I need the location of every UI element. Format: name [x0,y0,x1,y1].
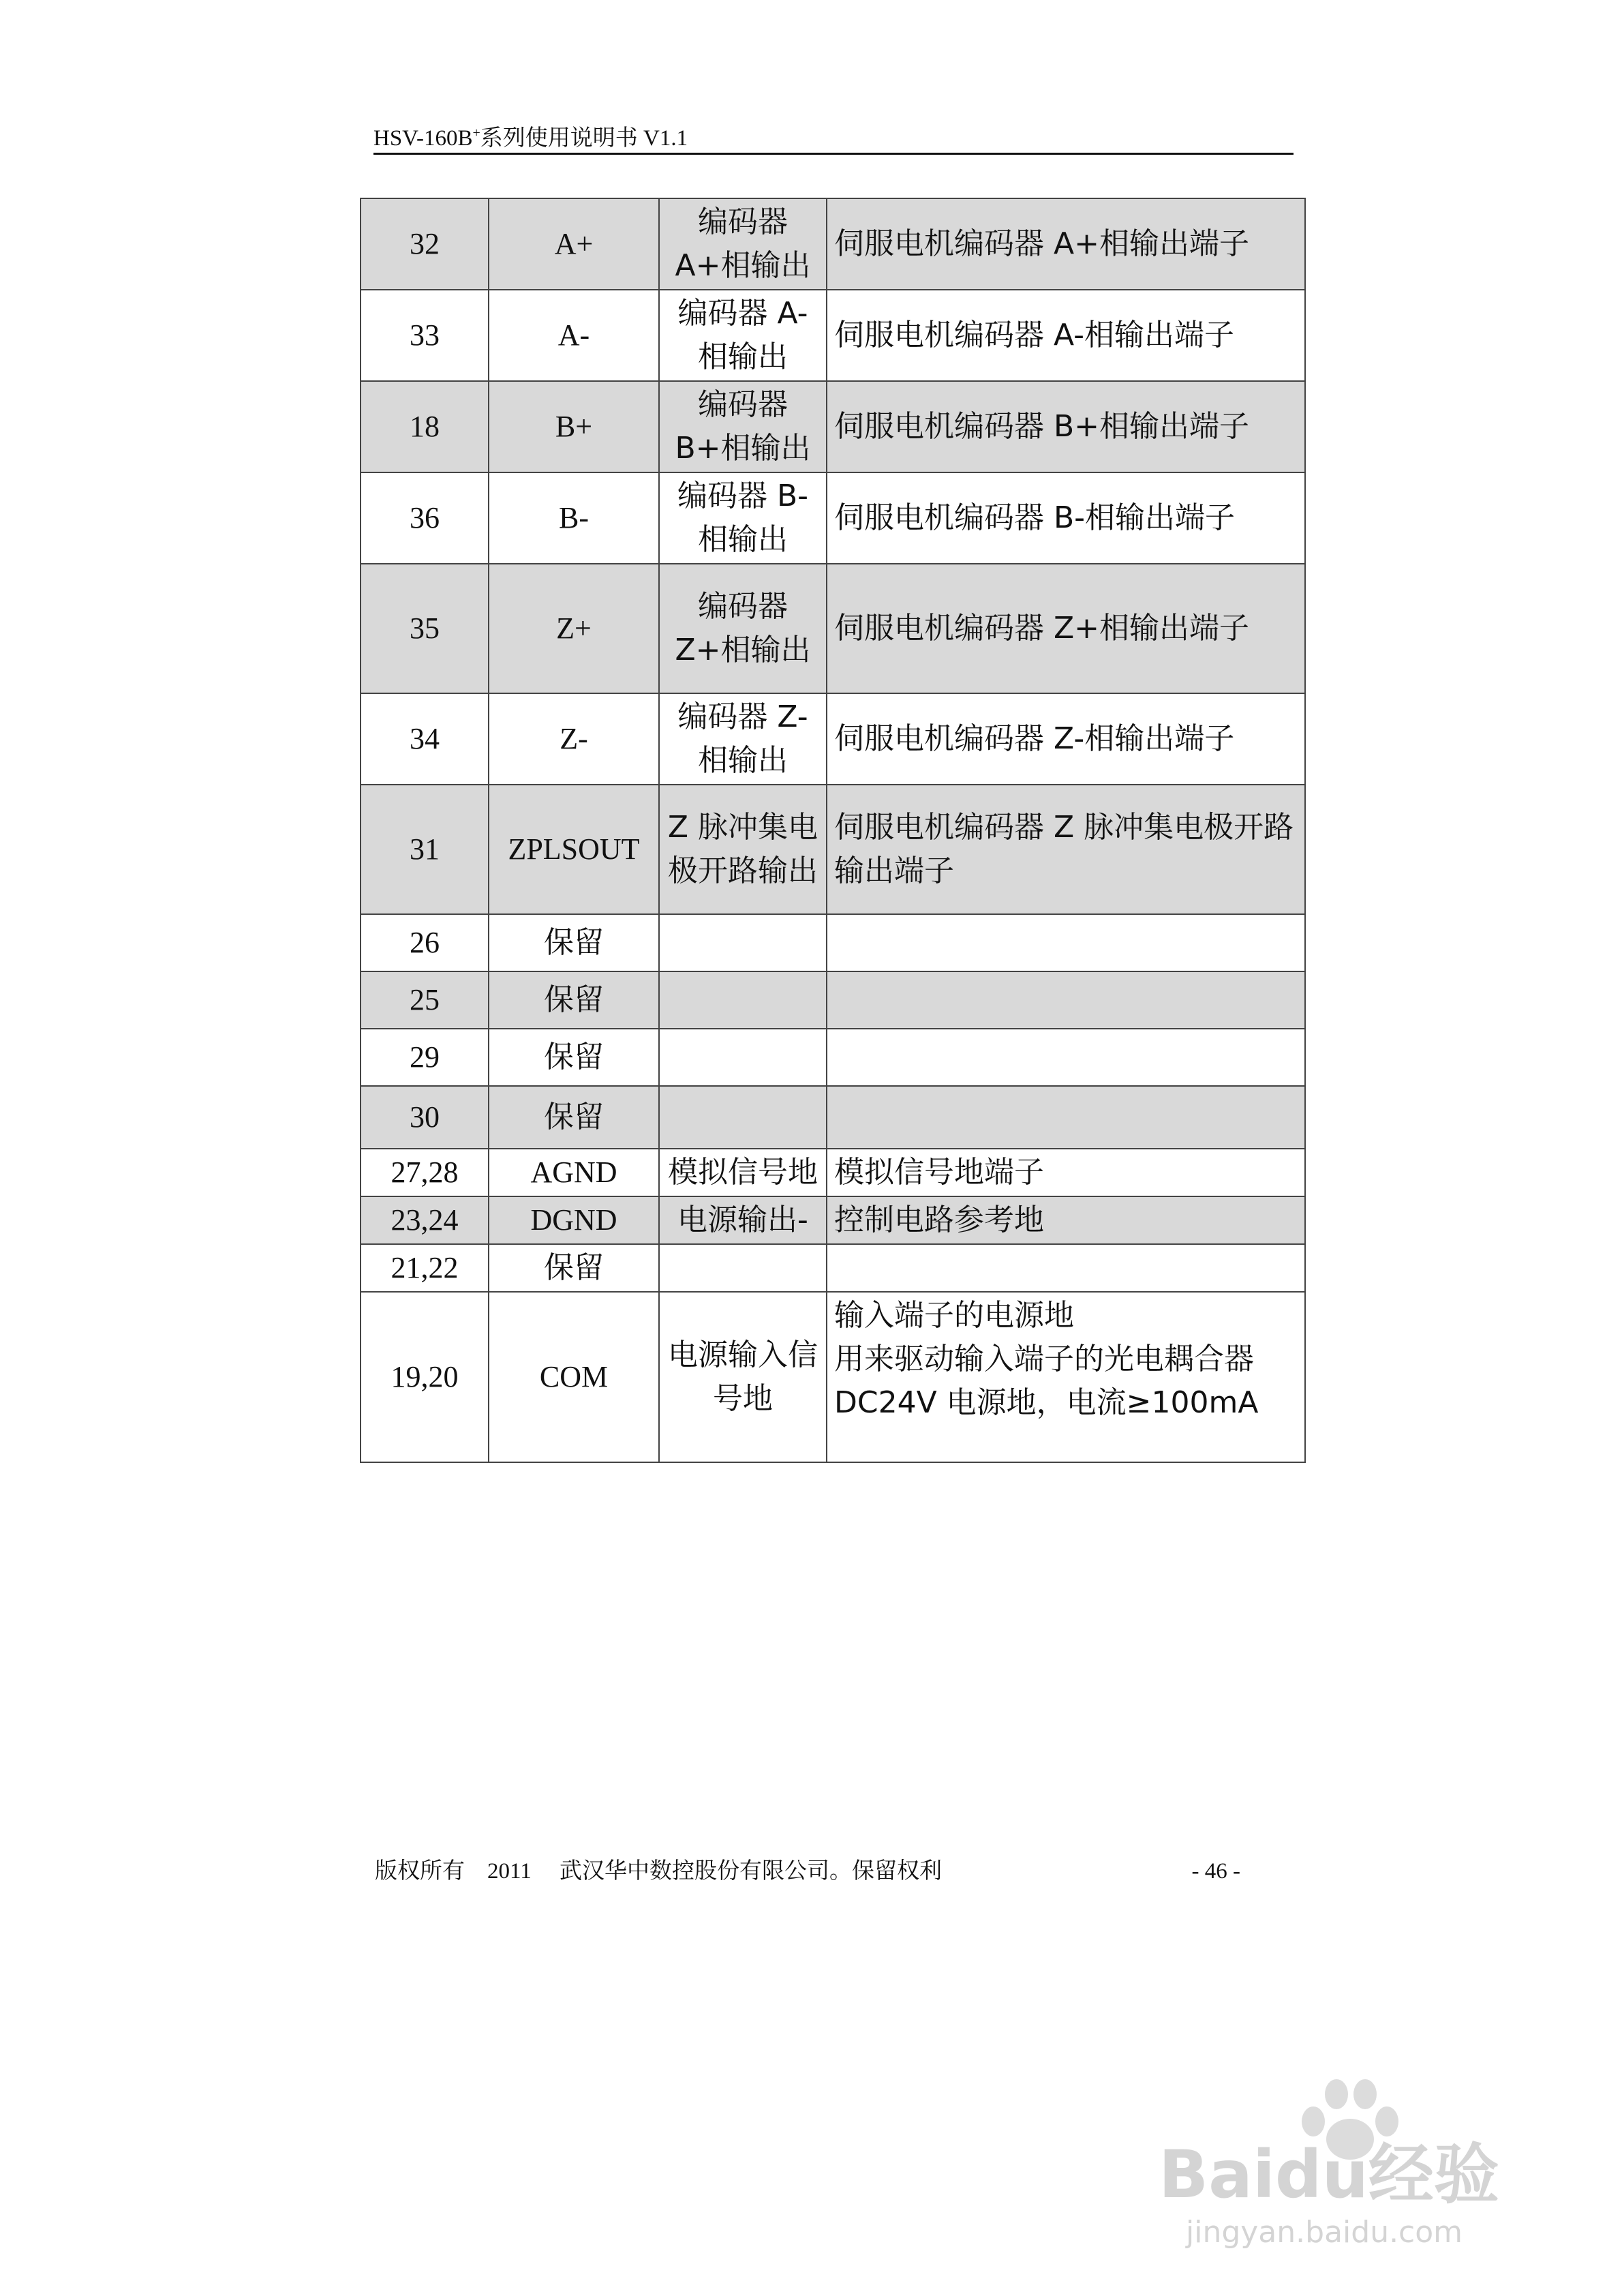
table-row [361,1244,1305,1292]
table-row [361,1086,1305,1149]
pin-table [360,198,1306,1463]
signal-name: DGND [489,1196,659,1244]
signal-description [827,971,1305,1029]
pin-number: 23,24 [361,1196,489,1244]
footer-copyright: 版权所有 2011 武汉华中数控股份有限公司。保留权利 [375,1859,943,1884]
description-line: 控制电路参考地 [834,1203,1044,1237]
signal-function: 电源输出- [659,1196,827,1244]
table-row [361,971,1305,1029]
description-line: 伺服电机编码器 B-相输出端子 [834,500,1236,535]
signal-description [827,1244,1305,1292]
pin-number: 31 [361,785,489,914]
watermark-brand: Baidu经验 [1159,2136,1499,2213]
signal-name: ZPLSOUT [489,785,659,914]
table-row [361,1196,1305,1244]
signal-name: 保留 [489,971,659,1029]
description-line: 伺服电机编码器 Z 脉冲集电极开路输出端子 [834,810,1294,888]
signal-name: 保留 [489,1244,659,1292]
table-row [361,198,1305,290]
signal-name: AGND [489,1149,659,1196]
description-line: 伺服电机编码器 A-相输出端子 [834,318,1234,352]
description-line: 输入端子的电源地 [834,1298,1074,1333]
signal-function: 电源输入信号地 [659,1292,827,1462]
signal-function [659,914,827,971]
table-row [361,381,1305,472]
description-line: 伺服电机编码器 Z-相输出端子 [834,721,1235,756]
signal-name: COM [489,1292,659,1462]
signal-function [659,971,827,1029]
signal-description [827,1029,1305,1086]
signal-description [827,693,1305,785]
signal-description [827,914,1305,971]
signal-name: B- [489,472,659,564]
signal-name: 保留 [489,914,659,971]
signal-description [827,564,1305,693]
signal-function: 模拟信号地 [659,1149,827,1196]
signal-description [827,1292,1305,1462]
page-number: - 46 - [1191,1859,1240,1884]
signal-function: 编码器 A-相输出 [659,290,827,381]
pin-number: 27,28 [361,1149,489,1196]
signal-name: Z+ [489,564,659,693]
table-row [361,472,1305,564]
description-line: 伺服电机编码器 B+相输出端子 [834,409,1250,444]
description-line: 用来驱动输入端子的光电耦合器 [834,1342,1254,1376]
pin-number: 30 [361,1086,489,1149]
signal-function: 编码器 Z-相输出 [659,693,827,785]
signal-function: 编码器 B+相输出 [659,381,827,472]
table-row [361,693,1305,785]
signal-description [827,381,1305,472]
table-row [361,290,1305,381]
pin-number: 25 [361,971,489,1029]
pin-number: 19,20 [361,1292,489,1462]
watermark-url: jingyan.baidu.com [1186,2215,1463,2250]
pin-number: 26 [361,914,489,971]
signal-description [827,1149,1305,1196]
description-line: 伺服电机编码器 Z+相输出端子 [834,611,1249,646]
signal-description [827,472,1305,564]
pin-number: 33 [361,290,489,381]
signal-description [827,785,1305,914]
signal-name: Z- [489,693,659,785]
pin-number: 36 [361,472,489,564]
pin-number: 34 [361,693,489,785]
signal-name: B+ [489,381,659,472]
pin-number: 21,22 [361,1244,489,1292]
header-title-prefix: HSV-160B [373,126,473,151]
header-title-suffix: 系列使用说明书 V1.1 [480,126,688,151]
signal-function [659,1244,827,1292]
signal-description [827,290,1305,381]
signal-description [827,1196,1305,1244]
pin-number: 35 [361,564,489,693]
header-title-sup: + [472,125,480,140]
description-line: 模拟信号地端子 [834,1155,1044,1190]
signal-description [827,198,1305,290]
page-footer [375,1854,1240,1888]
page-header [373,113,1294,155]
pin-number: 32 [361,198,489,290]
table-row [361,564,1305,693]
signal-function: 编码器 B-相输出 [659,472,827,564]
signal-name: 保留 [489,1029,659,1086]
table-row [361,1292,1305,1462]
table-row [361,785,1305,914]
signal-function [659,1029,827,1086]
pin-number: 29 [361,1029,489,1086]
signal-description [827,1086,1305,1149]
pin-table-body [361,198,1305,1462]
signal-function: 编码器 Z+相输出 [659,564,827,693]
table-row [361,914,1305,971]
signal-name: 保留 [489,1086,659,1149]
pin-number: 18 [361,381,489,472]
description-line: DC24V 电源地，电流≥100mA [834,1385,1259,1420]
signal-function: 编码器 A+相输出 [659,198,827,290]
signal-name: A- [489,290,659,381]
table-row [361,1029,1305,1086]
signal-function [659,1086,827,1149]
signal-name: A+ [489,198,659,290]
table-row [361,1149,1305,1196]
watermark [1159,2079,1540,2250]
description-line: 伺服电机编码器 A+相输出端子 [834,226,1249,261]
signal-function: Z 脉冲集电极开路输出 [659,785,827,914]
